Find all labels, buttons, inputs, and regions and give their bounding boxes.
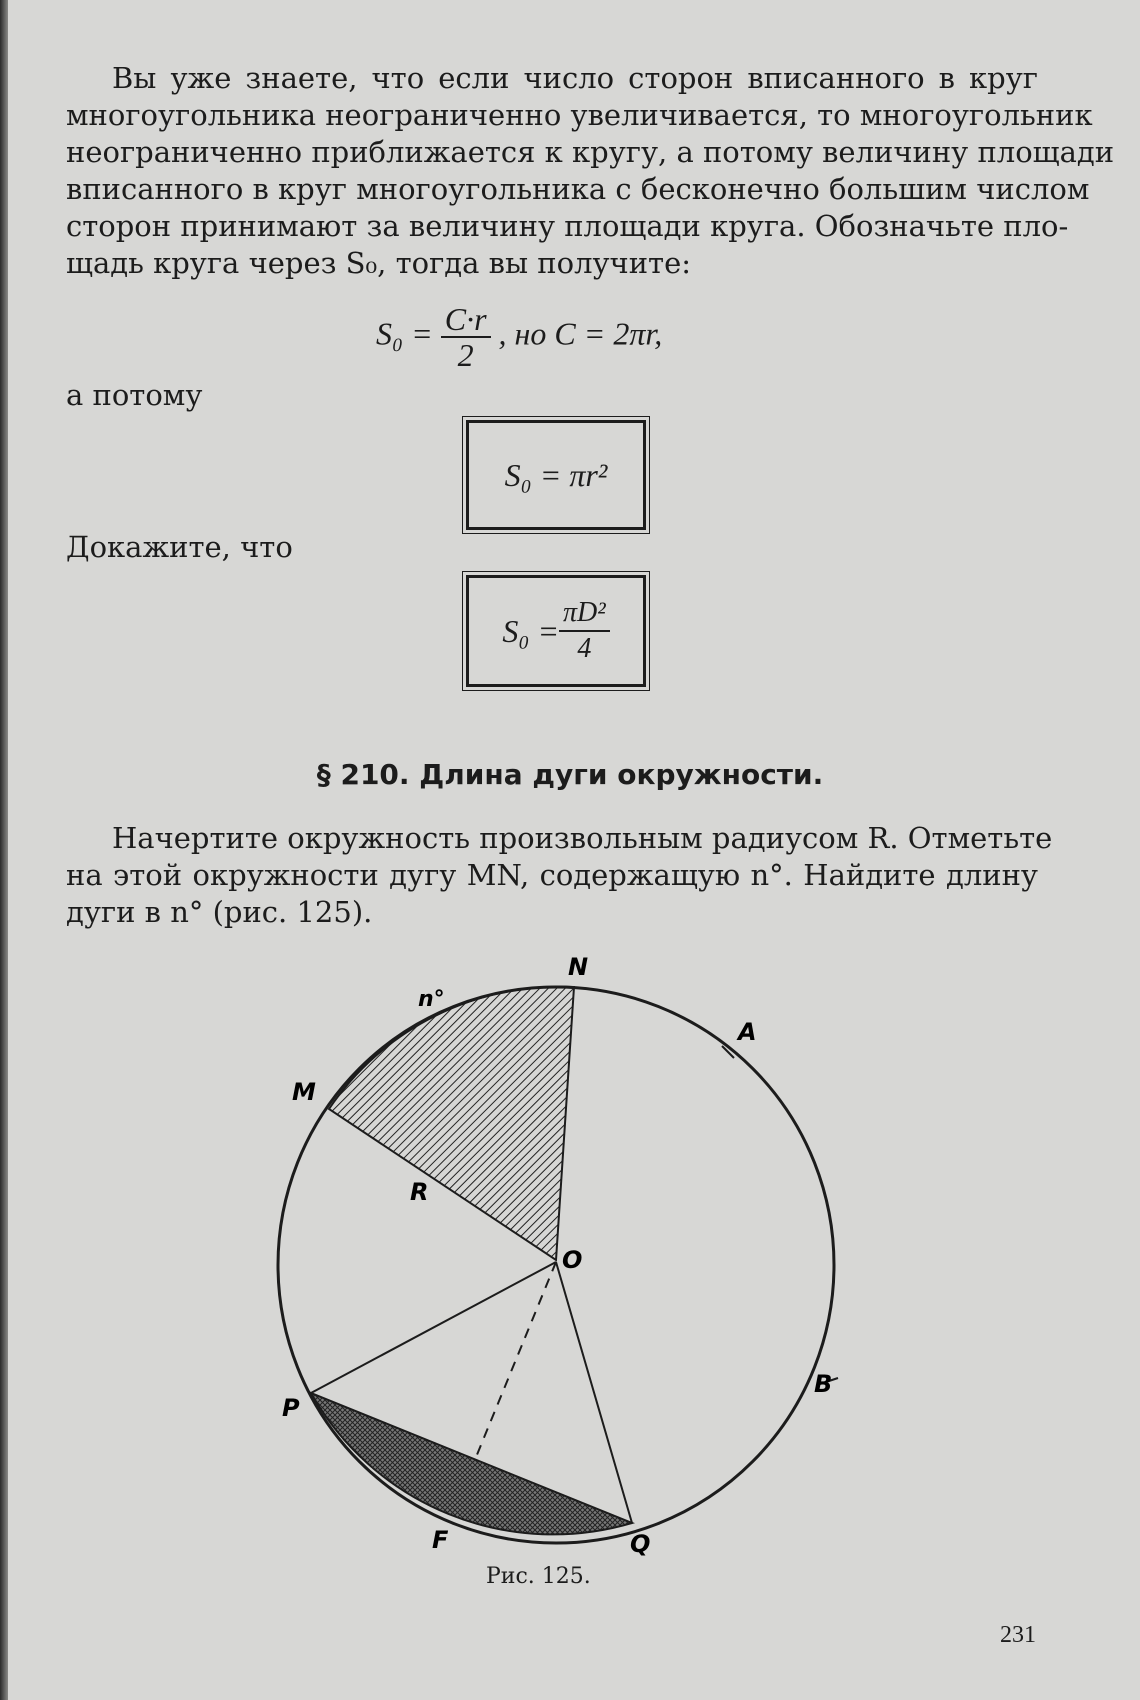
- label-b: B: [814, 1370, 833, 1398]
- text-line: на этой окружности дугу MN, содержащую n°. Найдите длину: [66, 858, 1038, 892]
- label-q: Q: [630, 1530, 651, 1558]
- fraction-denominator: 4: [577, 633, 592, 664]
- radius-oq: [556, 1262, 632, 1523]
- formula-lhs: S₀ =: [376, 315, 433, 352]
- boxed-formula-lhs: S₀ =: [502, 612, 560, 649]
- text-line: Начертите окружность произвольным радиусом R. Отметьте: [112, 821, 1053, 855]
- label-f: F: [432, 1526, 449, 1554]
- sector-mn: [329, 987, 574, 1260]
- text-line: щадь круга через S₀, тогда вы получите:: [66, 246, 692, 280]
- section-title: § 210. Длина дуги окружности.: [316, 758, 824, 791]
- text-line: вписанного в круг многоугольника с бесконечно большим числом: [66, 172, 1090, 206]
- fraction-denominator: 2: [457, 337, 474, 373]
- formula-rest: , но C = 2πr,: [498, 315, 663, 352]
- figure-caption: Рис. 125.: [486, 1564, 591, 1589]
- boxed-formula-text: S₀ = πr²: [504, 456, 608, 493]
- radius-op: [311, 1262, 556, 1393]
- prove-label: Докажите, что: [66, 530, 293, 564]
- dashed-radius-of: [474, 1262, 556, 1462]
- text-line: дуги в n° (рис. 125).: [66, 895, 373, 929]
- label-p: P: [282, 1394, 300, 1422]
- page-number: 231: [1000, 1622, 1036, 1648]
- label-n-degrees: n°: [418, 987, 445, 1012]
- segment-pq: [311, 1393, 632, 1534]
- text-line: многоугольника неограниченно увеличивается, то многоугольник: [66, 98, 1093, 132]
- label-o: O: [562, 1246, 583, 1274]
- text-line: сторон принимают за величину площади круга. Обозначьте пло-: [66, 209, 1069, 243]
- label-n: N: [568, 953, 589, 981]
- label-a: A: [738, 1018, 757, 1046]
- fraction-numerator: πD²: [559, 596, 610, 632]
- fraction-numerator: C·r: [441, 302, 491, 338]
- text-line: неограниченно приближается к кругу, а потому величину площади: [66, 135, 1115, 169]
- label-r: R: [410, 1178, 429, 1206]
- text-line: Вы уже знаете, что если число сторон вписанного в круг: [112, 61, 1038, 95]
- label-m: M: [292, 1078, 316, 1106]
- therefore-label: а потому: [66, 378, 203, 412]
